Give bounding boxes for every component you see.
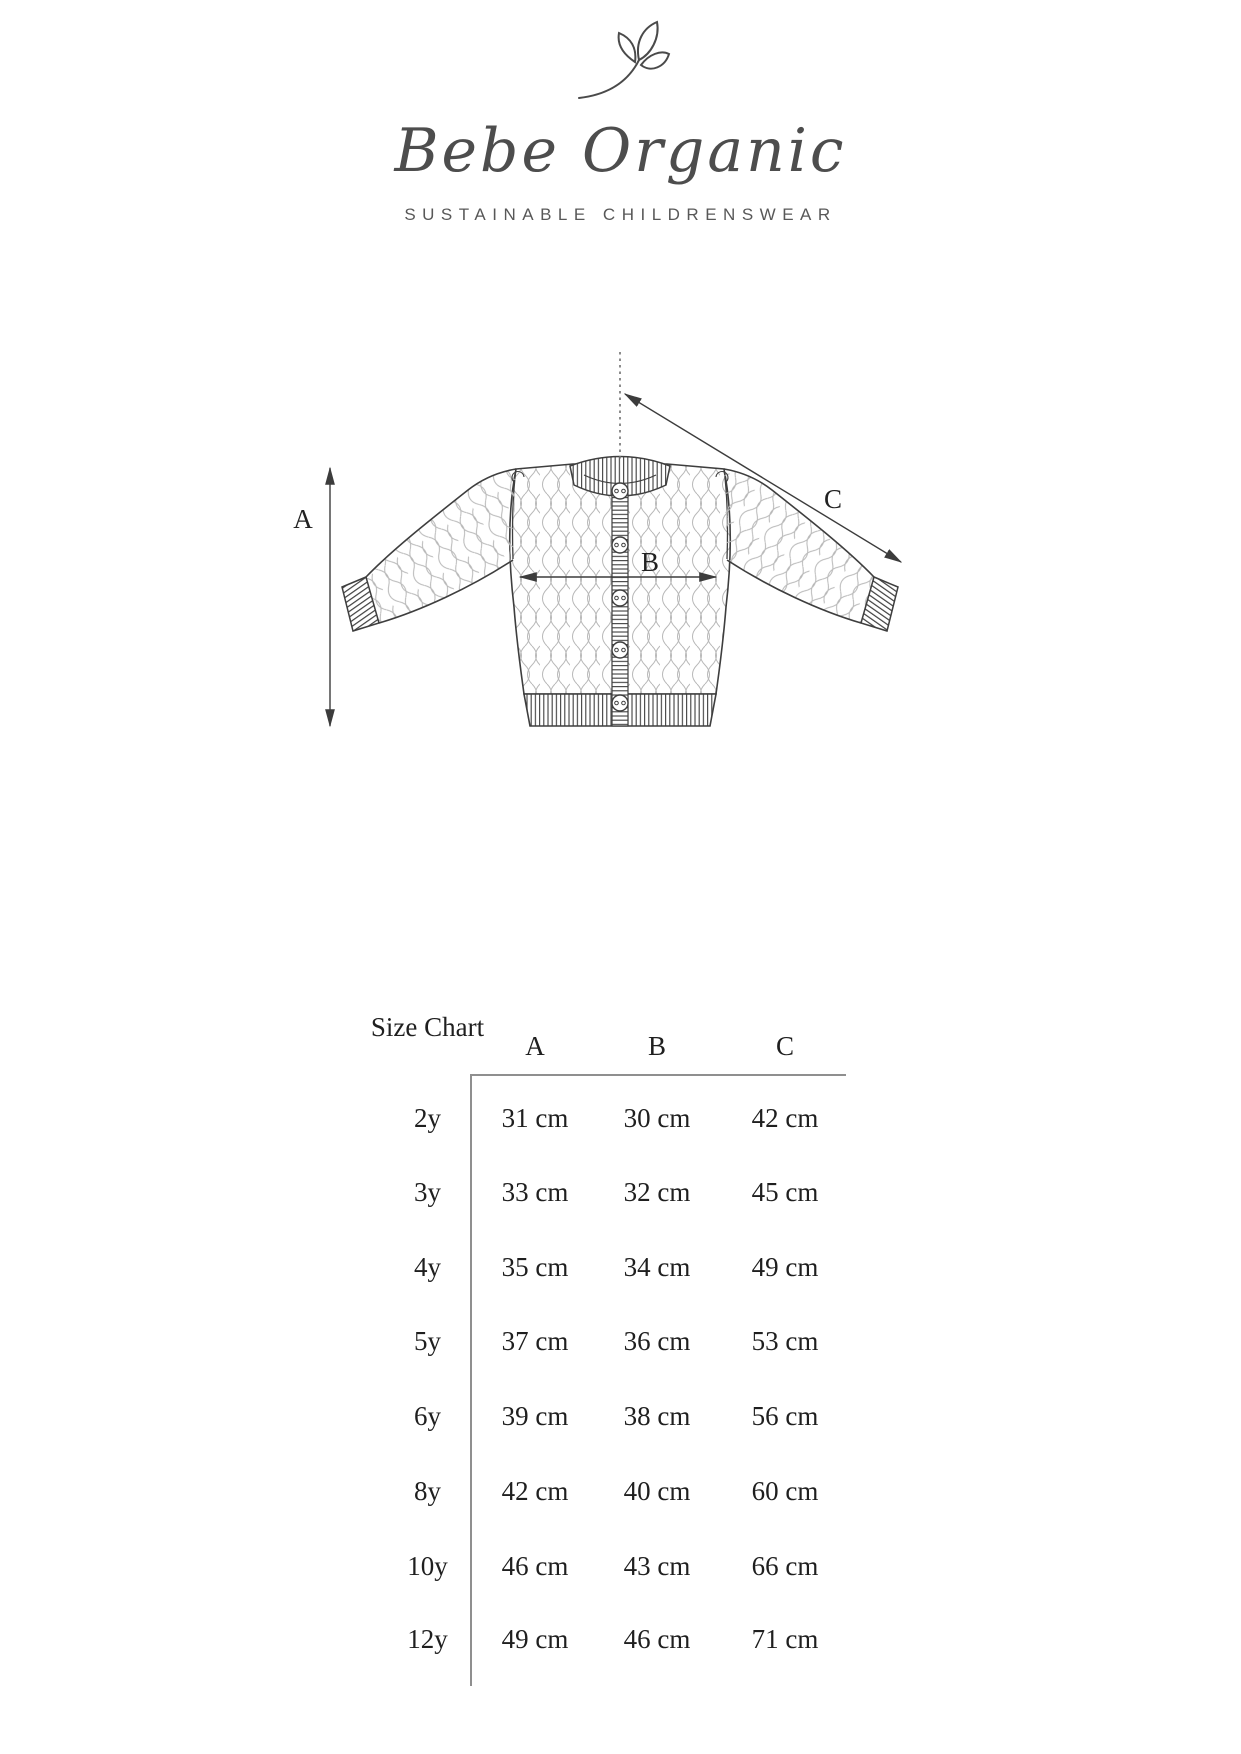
value-c: 56 cm [751, 1401, 819, 1431]
leaf-sprig-icon [565, 16, 675, 106]
value-b: 32 cm [623, 1177, 691, 1207]
measure-label-c: C [823, 484, 843, 514]
cardigan-placket [612, 494, 628, 726]
size-label: 6y [414, 1401, 441, 1431]
cardigan-illustration [250, 300, 950, 750]
value-c: 49 cm [751, 1252, 819, 1282]
value-b: 36 cm [623, 1326, 691, 1356]
value-a: 49 cm [501, 1624, 569, 1654]
value-a: 31 cm [501, 1103, 569, 1133]
column-header-c: C [775, 1031, 794, 1061]
value-b: 38 cm [623, 1401, 691, 1431]
value-a: 33 cm [501, 1177, 569, 1207]
measure-label-a: A [293, 504, 313, 534]
size-label: 4y [414, 1252, 441, 1282]
value-a: 35 cm [501, 1252, 569, 1282]
size-label: 5y [414, 1326, 441, 1356]
value-a: 42 cm [501, 1476, 569, 1506]
value-b: 30 cm [623, 1103, 691, 1133]
column-header-a: A [525, 1031, 545, 1061]
value-b: 40 cm [623, 1476, 691, 1506]
value-c: 66 cm [751, 1551, 819, 1581]
value-a: 46 cm [501, 1551, 569, 1581]
value-c: 53 cm [751, 1326, 819, 1356]
value-a: 39 cm [501, 1401, 569, 1431]
brand-tagline: SUSTAINABLE CHILDRENSWEAR [404, 205, 837, 224]
value-c: 45 cm [751, 1177, 819, 1207]
size-label: 3y [414, 1177, 441, 1207]
table-top-rule [470, 1074, 846, 1076]
value-b: 43 cm [623, 1551, 691, 1581]
size-label: 12y [407, 1624, 448, 1654]
cardigan-left-sleeve [342, 469, 524, 631]
value-c: 60 cm [751, 1476, 819, 1506]
value-a: 37 cm [501, 1326, 569, 1356]
measure-label-b: B [640, 547, 660, 577]
value-b: 46 cm [623, 1624, 691, 1654]
value-c: 42 cm [751, 1103, 819, 1133]
table-left-rule [470, 1074, 472, 1686]
size-label: 10y [407, 1551, 448, 1581]
value-c: 71 cm [751, 1624, 819, 1654]
value-b: 34 cm [623, 1252, 691, 1282]
size-chart-title: Size Chart [370, 1012, 485, 1042]
size-label: 2y [414, 1103, 441, 1133]
size-label: 8y [414, 1476, 441, 1506]
column-header-b: B [647, 1031, 666, 1061]
brand-name: Bebe Organic [394, 116, 847, 186]
cardigan-right-sleeve [716, 469, 898, 631]
